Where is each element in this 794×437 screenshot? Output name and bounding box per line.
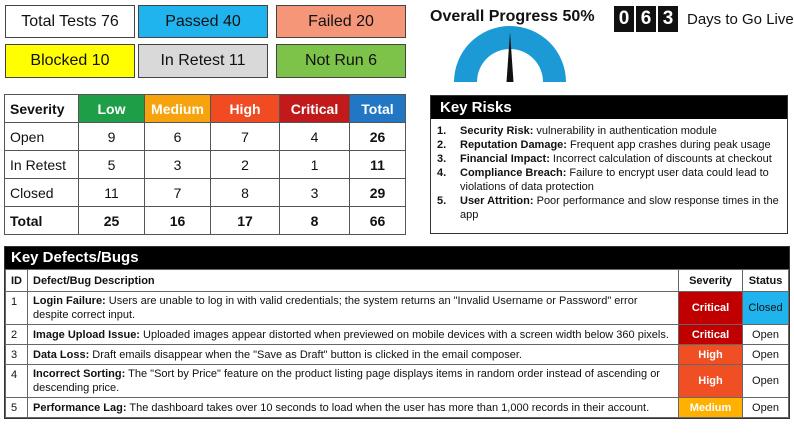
defect-title: Incorrect Sorting: [33, 368, 126, 380]
table-cell: 1 [280, 151, 350, 179]
defect-description [28, 292, 679, 325]
table-cell: 7 [211, 123, 280, 151]
key-risks-panel [430, 95, 788, 234]
days-to-go-live [614, 6, 794, 32]
list-number: 5. [437, 195, 447, 207]
severity-badge: Critical [679, 325, 743, 345]
defect-text: Users are unable to log in with valid credentials; the system returns an "Invalid Username or Password" error despite correct input. [33, 295, 638, 321]
risk-text: Poor performance and slow response times in the app [460, 195, 779, 221]
status-header: Status [743, 270, 789, 292]
countdown-label: Days to Go Live [687, 10, 794, 28]
table-cell: 2 [211, 151, 280, 179]
table-row [6, 398, 789, 418]
table-cell: 17 [211, 207, 280, 235]
table-cell: 11 [79, 179, 145, 207]
key-risks-title: Key Risks [431, 96, 787, 119]
passed-tile: Passed 40 [138, 5, 268, 38]
list-text [460, 194, 781, 222]
table-cell: 7 [145, 179, 211, 207]
list-text [460, 152, 772, 166]
defects-header-row [6, 270, 789, 292]
table-row [5, 179, 406, 207]
list-number: 1. [437, 125, 447, 137]
table-cell: 25 [79, 207, 145, 235]
severity-badge: Critical [679, 292, 743, 325]
defect-text: Uploaded images appear distorted when previewed on mobile devices with a screen width below 360 pixels. [139, 328, 669, 341]
list-item [437, 124, 781, 138]
row-label: In Retest [5, 151, 79, 179]
table-row [6, 345, 789, 365]
severity-header-row [5, 95, 406, 123]
severity-badge: High [679, 365, 743, 398]
low-header: Low [79, 95, 145, 123]
list-text [460, 138, 771, 152]
critical-header: Critical [280, 95, 350, 123]
defect-id: 2 [6, 325, 28, 345]
medium-header: Medium [145, 95, 211, 123]
row-label: Total [5, 207, 79, 235]
list-number: 3. [437, 153, 447, 165]
countdown-digit: 0 [614, 6, 634, 32]
defect-title: Image Upload Issue: [33, 328, 140, 341]
table-cell: 5 [79, 151, 145, 179]
key-defects-panel [4, 246, 790, 419]
defect-id: 1 [6, 292, 28, 325]
defect-text: Draft emails disappear when the "Save as Draft" button is clicked in the email composer. [89, 348, 522, 361]
defect-title: Login Failure: [33, 295, 106, 307]
list-number: 4. [437, 167, 447, 179]
total-header: Total [350, 95, 406, 123]
table-row [6, 292, 789, 325]
countdown-digit: 3 [658, 6, 678, 32]
status-badge: Open [743, 398, 789, 418]
table-cell: 29 [350, 179, 406, 207]
table-row [5, 123, 406, 151]
table-cell: 8 [280, 207, 350, 235]
table-row [6, 365, 789, 398]
list-item [437, 194, 781, 222]
table-cell: 26 [350, 123, 406, 151]
defect-description [28, 325, 679, 345]
defect-description [28, 345, 679, 365]
list-number: 2. [437, 139, 447, 151]
in-retest-tile: In Retest 11 [138, 44, 268, 78]
status-badge: Closed [743, 292, 789, 325]
high-header: High [211, 95, 280, 123]
table-row [5, 207, 406, 235]
defect-text: The dashboard takes over 10 seconds to load when the user has more than 1,000 records in their account. [126, 401, 650, 414]
list-item [437, 152, 781, 166]
defects-table [5, 269, 789, 418]
severity-badge: Medium [679, 398, 743, 418]
status-badge: Open [743, 365, 789, 398]
progress-gauge [450, 24, 570, 84]
table-cell: 6 [145, 123, 211, 151]
status-badge: Open [743, 325, 789, 345]
table-cell: 3 [145, 151, 211, 179]
key-defects-title: Key Defects/Bugs [5, 247, 789, 269]
table-cell: 3 [280, 179, 350, 207]
status-badge: Open [743, 345, 789, 365]
defect-text: The "Sort by Price" feature on the product listing page displays items in random order instead of ascending or descending price. [33, 368, 660, 394]
list-item [437, 138, 781, 152]
table-cell: 8 [211, 179, 280, 207]
risk-text: Failure to encrypt user data could lead to violations of data protection [460, 167, 769, 193]
row-label: Open [5, 123, 79, 151]
risk-text: Incorrect calculation of discounts at checkout [549, 153, 772, 165]
list-text [460, 166, 781, 194]
risk-label: Reputation Damage: [460, 139, 567, 151]
defect-description [28, 398, 679, 418]
key-risks-list [431, 119, 787, 222]
list-text [460, 124, 717, 138]
risk-label: User Attrition: [460, 195, 534, 207]
defect-id: 3 [6, 345, 28, 365]
risk-text: Frequent app crashes during peak usage [566, 139, 771, 151]
severity-badge: High [679, 345, 743, 365]
not-run-tile: Not Run 6 [276, 44, 406, 78]
blocked-tile: Blocked 10 [5, 44, 135, 78]
risk-label: Financial Impact: [460, 153, 550, 165]
risk-label: Compliance Breach: [460, 167, 567, 179]
table-cell: 66 [350, 207, 406, 235]
defect-title: Performance Lag: [33, 401, 127, 414]
countdown-digit: 6 [636, 6, 656, 32]
risk-text: vulnerability in authentication module [533, 125, 717, 137]
table-cell: 9 [79, 123, 145, 151]
table-cell: 11 [350, 151, 406, 179]
description-header: Defect/Bug Description [28, 270, 679, 292]
defect-description [28, 365, 679, 398]
total-tests-tile: Total Tests 76 [5, 5, 135, 38]
progress-title: Overall Progress 50% [430, 8, 595, 25]
severity-header: Severity [679, 270, 743, 292]
defect-title: Data Loss: [33, 348, 90, 361]
failed-tile: Failed 20 [276, 5, 406, 38]
id-header: ID [6, 270, 28, 292]
defect-id: 5 [6, 398, 28, 418]
severity-header: Severity [5, 95, 79, 123]
list-item [437, 166, 781, 194]
row-label: Closed [5, 179, 79, 207]
severity-table [4, 94, 406, 235]
table-row [6, 325, 789, 345]
table-cell: 4 [280, 123, 350, 151]
table-cell: 16 [145, 207, 211, 235]
risk-label: Security Risk: [460, 125, 534, 137]
defect-id: 4 [6, 365, 28, 398]
table-row [5, 151, 406, 179]
